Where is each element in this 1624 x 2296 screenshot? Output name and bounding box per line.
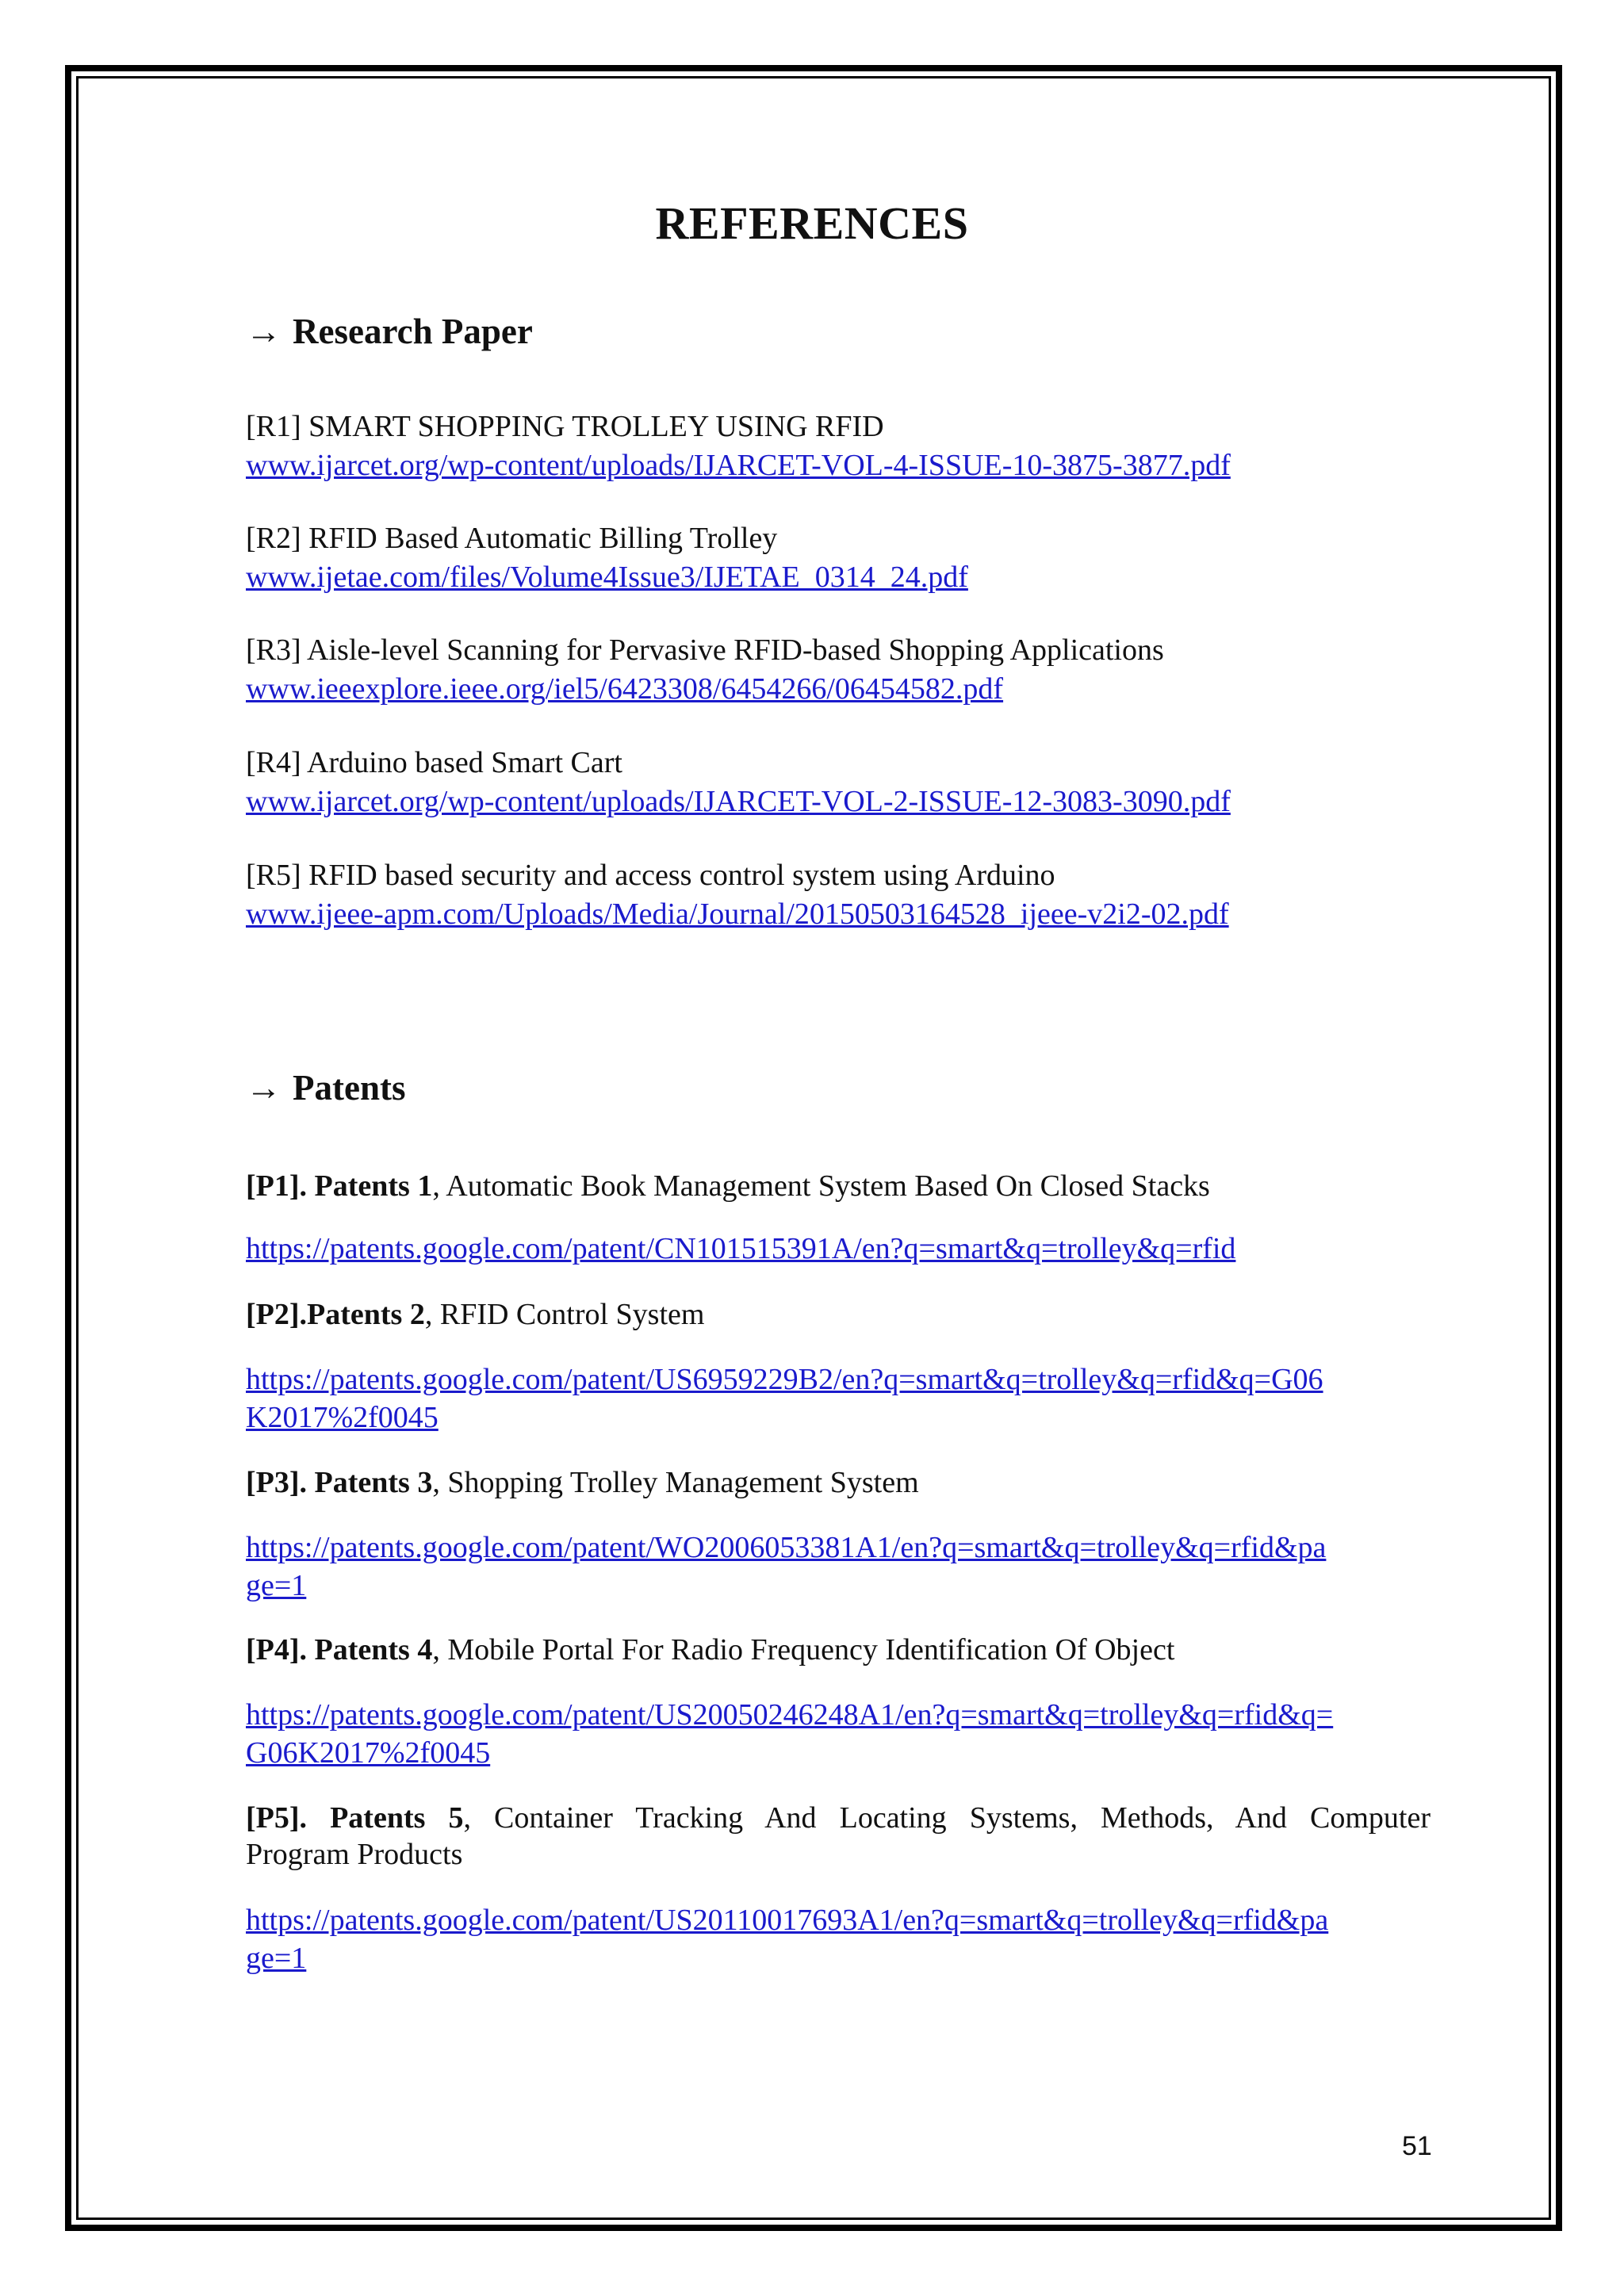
patent-p4-link-cont[interactable]: G06K2017%2f0045 [246,1736,491,1770]
patent-p2-desc: , RFID Control System [424,1298,705,1331]
research-paper-heading-text: Research Paper [293,312,533,351]
patent-p4-link[interactable]: https://patents.google.com/patent/US20050246248A1/en?q=smart&q=trolley&q=rfid&q= [246,1698,1334,1732]
patents-heading-text: Patents [293,1068,406,1108]
patent-p5-title-cont: Program Products [246,1838,463,1871]
patent-p3-title [246,1465,919,1500]
patent-p2-title [246,1297,704,1332]
patent-p4-desc: , Mobile Portal For Radio Frequency Identification Of Object [432,1633,1175,1667]
research-paper-heading [246,311,533,352]
patent-p2-link[interactable]: https://patents.google.com/patent/US6959229B2/en?q=smart&q=trolley&q=rfid&q=G06 [246,1363,1323,1396]
patent-p2-link-cont[interactable]: K2017%2f0045 [246,1401,439,1434]
reference-r4-link[interactable]: www.ijarcet.org/wp-content/uploads/IJARCET-VOL-2-ISSUE-12-3083-3090.pdf [246,785,1231,818]
patent-p5-link[interactable]: https://patents.google.com/patent/US20110017693A1/en?q=smart&q=trolley&q=rfid&pa [246,1904,1329,1937]
patent-p1-link[interactable]: https://patents.google.com/patent/CN101515391A/en?q=smart&q=trolley&q=rfid [246,1232,1236,1265]
arrow-right-icon: → [246,1068,282,1108]
patent-p3-link-cont[interactable]: ge=1 [246,1569,307,1602]
reference-r2-link[interactable]: www.ijetae.com/files/Volume4Issue3/IJETAE_0314_24.pdf [246,561,968,594]
patent-p4-title [246,1632,1174,1667]
patent-p5-tag: [P5]. Patents 5 [246,1801,464,1835]
patent-p3-tag: [P3]. Patents 3 [246,1466,433,1499]
page-title: REFERENCES [655,197,969,249]
patent-p1-title [246,1169,1210,1203]
arrow-right-icon: → [246,312,282,351]
patent-p5-title [246,1800,1431,1835]
patent-p2-tag: [P2].Patents 2 [246,1298,425,1331]
reference-r4-title: [R4] Arduino based Smart Cart [246,746,622,779]
reference-r5-title: [R5] RFID based security and access control system using Arduino [246,859,1055,892]
patent-p5-link-cont[interactable]: ge=1 [246,1942,307,1975]
patent-p4-tag: [P4]. Patents 4 [246,1633,433,1667]
patent-p1-desc: , Automatic Book Management System Based On Closed Stacks [432,1169,1210,1203]
patent-p3-desc: , Shopping Trolley Management System [432,1466,919,1499]
reference-r1-link[interactable]: www.ijarcet.org/wp-content/uploads/IJARCET-VOL-4-ISSUE-10-3875-3877.pdf [246,449,1231,482]
patent-p1-tag: [P1]. Patents 1 [246,1169,433,1203]
reference-r2-title: [R2] RFID Based Automatic Billing Trolley [246,522,778,555]
reference-r3-link[interactable]: www.ieeexplore.ieee.org/iel5/6423308/6454266/06454582.pdf [246,672,1004,706]
page-border-inner [76,76,1551,2220]
reference-r3-title: [R3] Aisle-level Scanning for Pervasive RFID-based Shopping Applications [246,633,1164,667]
reference-r1-title: [R1] SMART SHOPPING TROLLEY USING RFID [246,410,884,443]
page-number: 51 [1402,2131,1432,2161]
reference-r5-link[interactable]: www.ijeee-apm.com/Uploads/Media/Journal/20150503164528_ijeee-v2i2-02.pdf [246,897,1229,931]
patent-p3-link[interactable]: https://patents.google.com/patent/WO2006053381A1/en?q=smart&q=trolley&q=rfid&pa [246,1531,1327,1564]
patents-heading [246,1067,405,1108]
patent-p5-desc: , Container Tracking And Locating Systems, Methods, And Computer [463,1801,1431,1835]
